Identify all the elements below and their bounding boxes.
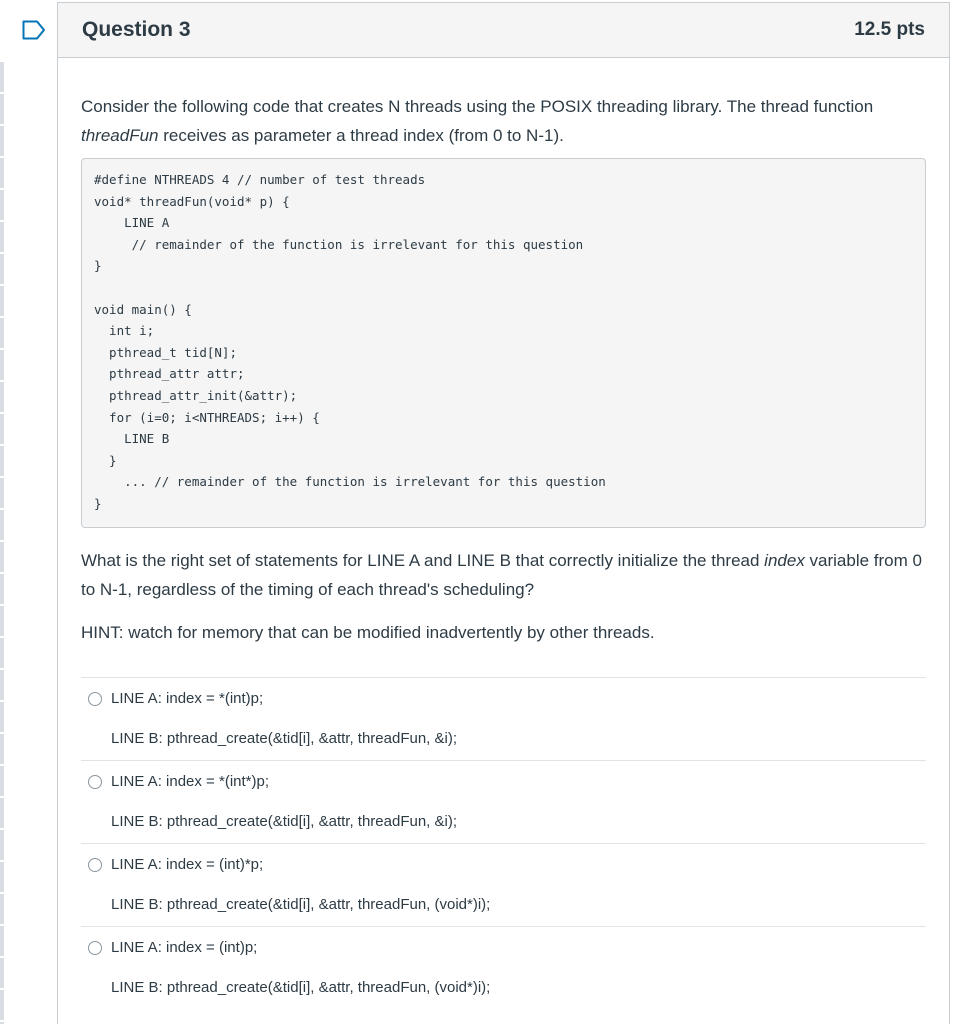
code-block (81, 158, 926, 528)
answer-option-3[interactable] (81, 844, 926, 927)
radio-button[interactable] (88, 858, 102, 872)
code-line (94, 277, 913, 299)
intro-text: Consider the following code that creates N threads using the POSIX threading library. The thread function (81, 97, 874, 116)
answer-option-1[interactable] (81, 678, 926, 761)
answer-line-a: LINE A: index = (int)p; (111, 938, 258, 956)
code-line: void* threadFun(void* p) { (94, 193, 290, 209)
question-body (58, 58, 949, 1010)
answer-line-b: LINE B: pthread_create(&tid[i], &attr, threadFun, &i); (111, 729, 458, 747)
intro-text-end: receives as parameter a thread index (from 0 to N-1). (158, 126, 564, 145)
code-line: #define NTHREADS 4 // number of test threads (94, 172, 426, 187)
code-line: LINE A (94, 215, 170, 231)
code-line: pthread_t tid[N]; (94, 344, 237, 360)
answer-option-4[interactable] (81, 927, 926, 1010)
radio-button[interactable] (88, 775, 102, 789)
code-line: // remainder of the function is irrelevant for this question (94, 236, 584, 252)
prompt-text: What is the right set of statements for LINE A and LINE B that correctly initialize the thread (81, 550, 765, 570)
question-hint: HINT: watch for memory that can be modified inadvertently by other threads. (81, 622, 655, 642)
code-line: } (94, 452, 117, 468)
prompt-emphasis: index (764, 550, 805, 570)
code-line: ... // remainder of the function is irrelevant for this question (94, 474, 606, 490)
question-prompt (81, 546, 926, 604)
question-card (57, 2, 950, 1024)
radio-button[interactable] (88, 692, 102, 706)
answer-line-b: LINE B: pthread_create(&tid[i], &attr, threadFun, &i); (111, 812, 458, 830)
radio-button[interactable] (88, 941, 102, 955)
intro-emphasis: threadFun (81, 126, 159, 145)
answer-list (81, 677, 926, 1010)
code-line: void main() { (94, 301, 192, 317)
code-line: } (94, 258, 102, 274)
question-points: 12.5 pts (854, 19, 925, 40)
answer-line-a: LINE A: index = *(int)p; (111, 689, 264, 707)
code-line: for (i=0; i<NTHREADS; i++) { (94, 409, 320, 425)
code-line: } (94, 495, 102, 511)
question-title: Question 3 (82, 18, 191, 41)
code-line: LINE B (94, 431, 170, 447)
question-header (58, 3, 949, 58)
code-line: pthread_attr_init(&attr); (94, 387, 298, 403)
prompt-text-end: variable from 0 to N-1, regardless of the timing of each thread's scheduling? (81, 550, 922, 599)
answer-line-a: LINE A: index = *(int*)p; (111, 772, 269, 790)
bookmark-flag-icon[interactable] (22, 20, 46, 40)
code-line: int i; (94, 323, 155, 339)
left-rail (0, 62, 4, 1024)
answer-option-2[interactable] (81, 761, 926, 844)
code-line: pthread_attr attr; (94, 366, 245, 382)
answer-line-a: LINE A: index = (int)*p; (111, 855, 264, 873)
answer-line-b: LINE B: pthread_create(&tid[i], &attr, threadFun, (void*)i); (111, 978, 491, 996)
answer-line-b: LINE B: pthread_create(&tid[i], &attr, threadFun, (void*)i); (111, 895, 491, 913)
question-intro (81, 92, 926, 150)
